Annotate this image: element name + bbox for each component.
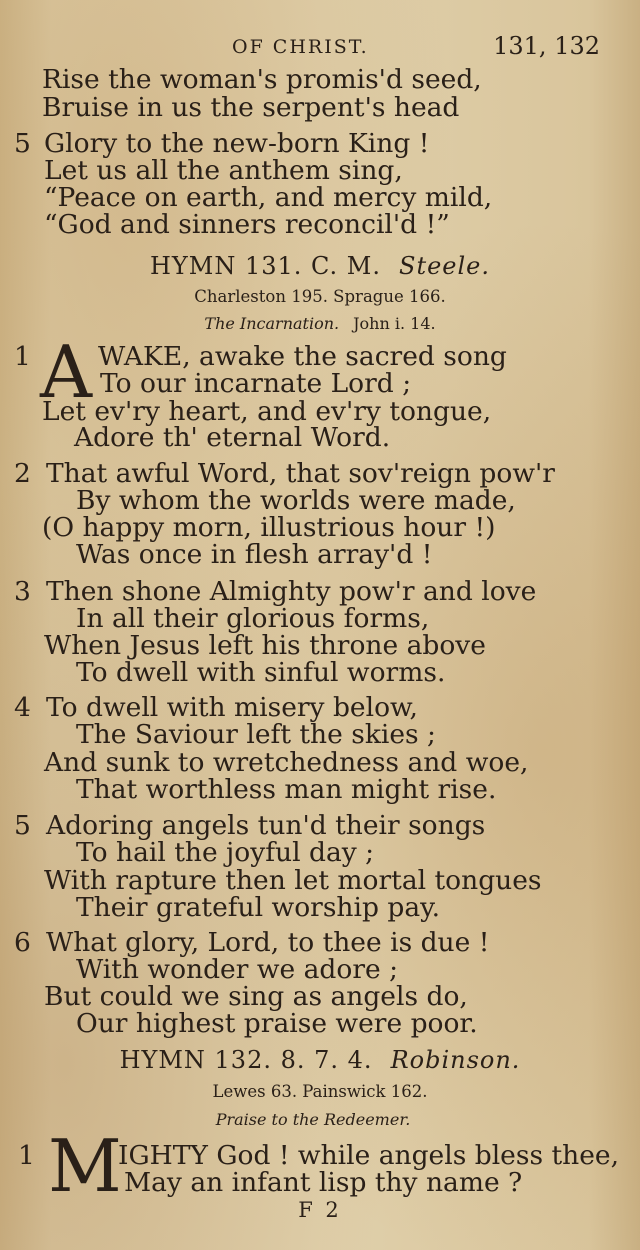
verse-line: May an infant lisp thy name ? [124,1167,523,1198]
hymn-subject [0,314,640,333]
verse-line: That awful Word, that sov'reign pow'r [46,458,555,489]
verse-line: (O happy morn, illustrious hour !) [42,512,496,543]
hymn-author: Robinson. [390,1046,521,1074]
verse-line: Let us all the anthem sing, [44,155,403,186]
signature-mark: F 2 [298,1198,342,1222]
verse-line: Then shone Almighty pow'r and love [46,576,537,607]
verse-line: Our highest praise were poor. [76,1008,478,1039]
verse-line: To dwell with sinful worms. [76,657,446,688]
verse-line: “God and sinners reconcil'd !” [44,209,450,240]
verse-line: Adore th' eternal Word. [74,422,391,453]
verse-number: 3 [14,576,31,607]
verse-number: 5 [14,810,31,841]
hymn-theme: The Incarnation. [204,314,340,333]
hymn-tunes: Charleston 195. Sprague 166. [194,287,446,306]
verse-number: 2 [14,458,31,489]
running-head-title: OF CHRIST. [232,36,369,58]
verse-line: Let ev'ry heart, and ev'ry tongue, [42,396,492,427]
carry-line: Bruise in us the serpent's head [42,92,460,123]
carry-line: Rise the woman's promis'd seed, [42,64,482,95]
drop-cap: M [48,1124,122,1208]
verse-line: With wonder we adore ; [76,954,399,985]
hymn-tunes: Lewes 63. Painswick 162. [212,1082,428,1101]
verse-line: What glory, Lord, to thee is due ! [46,927,490,958]
verse-number: 1 [14,341,31,372]
verse-line: And sunk to wretchedness and woe, [44,747,529,778]
scripture-reference: John i. 14. [353,314,436,333]
drop-cap: A [40,330,92,414]
verse-line: In all their glorious forms, [76,603,430,634]
hymn-131-heading [0,252,640,280]
verse-number: 4 [14,692,31,723]
verse-line: That worthless man might rise. [76,774,497,805]
verse-line: “Peace on earth, and mercy mild, [44,182,493,213]
hymn-theme: Praise to the Redeemer. [215,1110,411,1129]
hymn-author: Steele. [399,252,490,280]
verse-line: When Jesus left his throne above [44,630,486,661]
page-numbers: 131, 132 [493,32,600,60]
verse-line: But could we sing as angels do, [44,981,468,1012]
verse-line: Glory to the new-born King ! [44,128,430,159]
verse-line: With rapture then let mortal tongues [44,865,542,896]
verse-line: Adoring angels tun'd their songs [46,810,486,841]
verse-line: To dwell with misery below, [46,692,418,723]
verse-line: To our incarnate Lord ; [100,368,412,399]
verse-number: 5 [14,128,31,159]
hymn-title: HYMN 132. 8. 7. 4. [119,1046,373,1074]
hymn-132-heading [0,1046,640,1074]
verse-number: 1 [18,1140,35,1171]
verse-line: IGHTY God ! while angels bless thee, [118,1140,619,1171]
verse-line: To hail the joyful day ; [76,837,375,868]
hymn-title: HYMN 131. C. M. [149,252,381,280]
verse-number: 6 [14,927,31,958]
running-head [0,32,640,62]
verse-line: The Saviour left the skies ; [76,719,436,750]
verse-line: Was once in flesh array'd ! [76,539,433,570]
verse-line: By whom the worlds were made, [76,485,516,516]
verse-line: Their grateful worship pay. [76,892,440,923]
verse-line: WAKE, awake the sacred song [98,341,507,372]
